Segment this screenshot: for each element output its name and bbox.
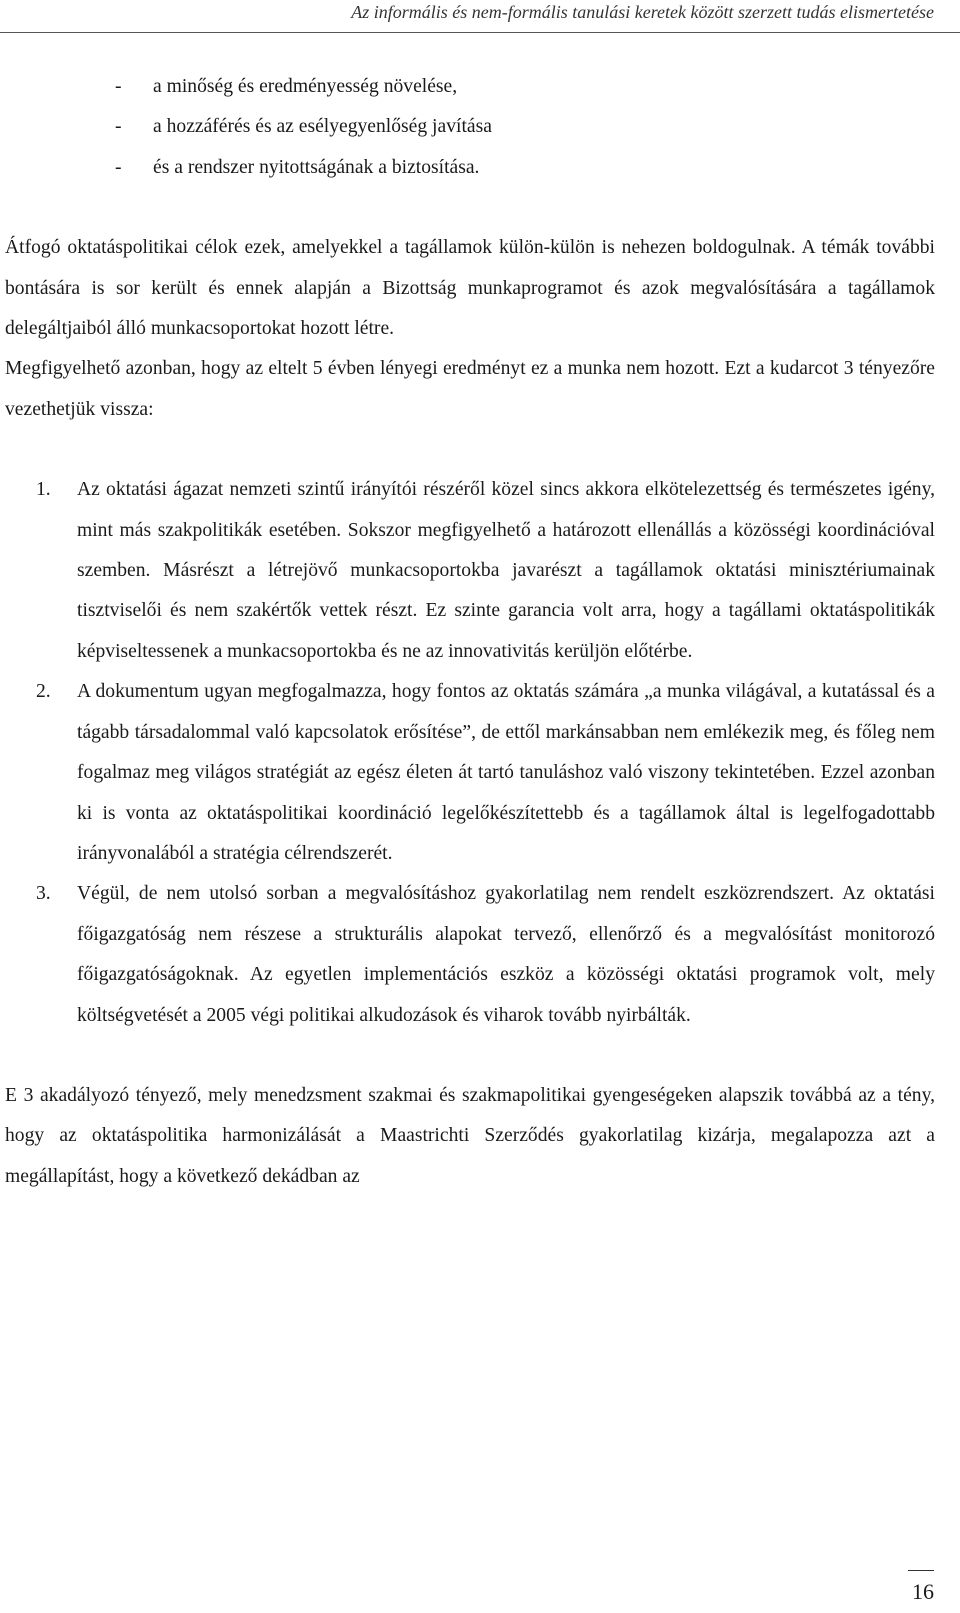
list-item-text: és a rendszer nyitottságának a biztosítása.: [153, 156, 480, 178]
list-dash: -: [115, 156, 122, 178]
item-text: Végül, de nem utolsó sorban a megvalósításhoz gyakorlatilag nem rendelt eszközrendszert. Az oktatási főigazgatóság nem részese a strukturális alapokat tervező, ellenőrző és a megvalósítást monitorozó főigazgatóságoknak. Az egyetlen implementációs eszköz a közösségi oktatási programok volt, mely költségvetését a 2005 végi politikai alkudozások és viharok tovább nyirbálták.: [77, 883, 935, 1026]
numbered-list: [5, 470, 935, 1036]
spacer: [5, 430, 935, 470]
item-number: 1.: [36, 479, 51, 501]
page-number-rule: [908, 1570, 934, 1571]
page-body: [5, 67, 935, 1197]
item-text: A dokumentum ugyan megfogalmazza, hogy fontos az oktatás számára „a munka világával, a kutatással és a tágabb társadalommal való kapcsolatok erősítése”, de ettől markánsabban nem emlékezik meg, és főleg nem fogalmaz meg világos stratégiát az egész életen át tartó tanuláshoz való viszony tekintetében. Ezzel azonban ki is vonta az oktatáspolitikai koordináció legelőkészítettebb és a tagállamok által is legelfogadottabb irányvonalából a stratégia célrendszerét.: [77, 681, 935, 864]
paragraph: E 3 akadályozó tényező, mely menedzsment szakmai és szakmapolitikai gyengeségeken alapszik továbbá az a tény, hogy az oktatáspolitika harmonizálását a Maastrichti Szerződés gyakorlatilag kizárja, megalapozza azt a megállapítást, hogy a következő dekádban az: [5, 1084, 935, 1187]
header-divider: [0, 32, 960, 33]
spacer: [5, 1036, 935, 1076]
list-dash: -: [115, 76, 122, 97]
item-number: 2.: [36, 681, 51, 703]
list-dash: -: [115, 116, 122, 138]
item-number: 3.: [36, 883, 51, 905]
numbered-item: [5, 874, 935, 1036]
numbered-item: [5, 672, 935, 874]
paragraph: Átfogó oktatáspolitikai célok ezek, amelyekkel a tagállamok külön-külön is nehezen boldogulnak. A témák további bontására is sor került és ennek alapján a Bizottság munkaprogramot és azok megvalósítására a tagállamok delegáltjaiból álló munkacsoportokat hozott létre.: [5, 237, 935, 340]
paragraph: Megfigyelhető azonban, hogy az eltelt 5 évben lényegi eredményt ez a munka nem hozott. Ezt a kudarcot 3 tényezőre vezethetjük vissza:: [5, 358, 935, 420]
running-header: Az informális és nem-formális tanulási keretek között szerzett tudás elismertetése: [351, 2, 934, 22]
spacer: [5, 188, 935, 228]
numbered-item: [5, 470, 935, 672]
list-item: [5, 107, 935, 147]
list-item-text: a minőség és eredményesség növelése,: [153, 76, 458, 97]
list-item: [5, 148, 935, 188]
page-number: 16: [912, 1579, 934, 1604]
goal-list: [5, 67, 935, 188]
list-item-text: a hozzáférés és az esélyegyenlőség javítása: [153, 116, 492, 138]
list-item: [5, 67, 935, 107]
item-text: Az oktatási ágazat nemzeti szintű irányítói részéről közel sincs akkora elkötelezettség és természetes igény, mint más szakpolitikák esetében. Sokszor megfigyelhető a határozott ellenállás a közösségi koordinációval szemben. Másrészt a létrejövő munkacsoportokba javarészt a tagállamok oktatási minisztériumainak tisztviselői és nem szakértők vettek részt. Ez szinte garancia volt arra, hogy a tagállami oktatáspolitikák képviseltessenek a munkacsoportokba és ne az innovativitás kerüljön előtérbe.: [77, 479, 935, 662]
